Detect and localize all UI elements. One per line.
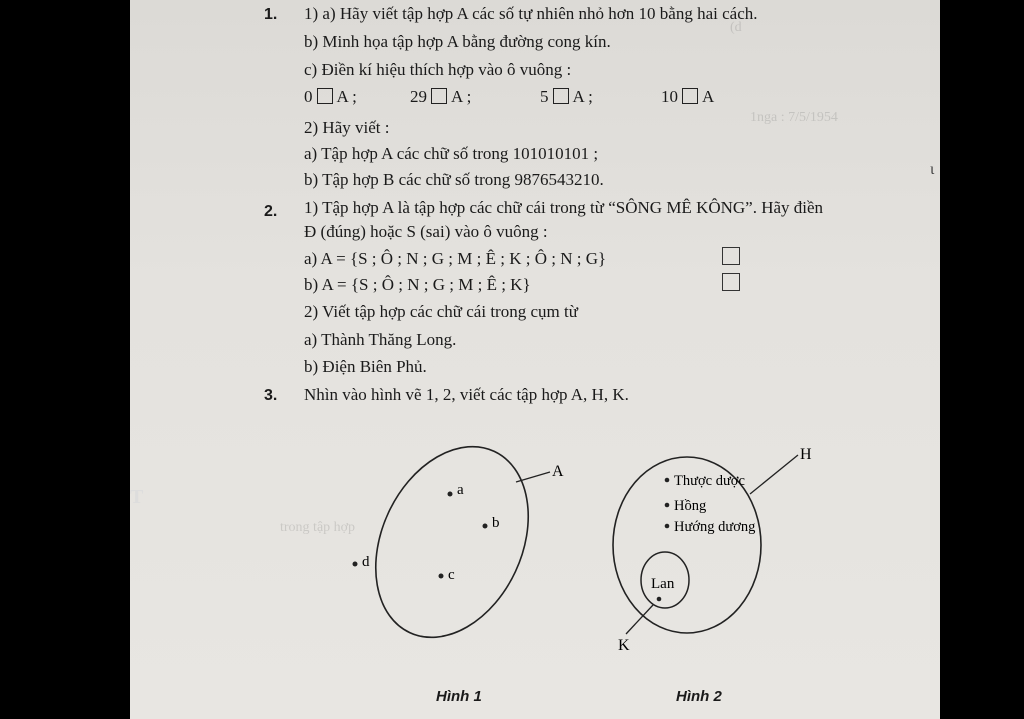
fill-right: A ; (336, 87, 357, 106)
item-dot (665, 503, 670, 508)
right-margin-mark: ɩ (930, 161, 935, 178)
set-a-ellipse (346, 422, 557, 662)
figure-1 (346, 422, 564, 662)
point-c (439, 574, 444, 579)
figure-2-caption: Hình 2 (676, 688, 722, 705)
q1-number: 1. (264, 6, 278, 23)
set-a-pointer (516, 472, 550, 482)
fill-right: A (702, 87, 715, 106)
point-b-label: b (492, 515, 500, 531)
item-dot (665, 524, 670, 529)
q2-line2: Đ (đúng) hoặc S (sai) vào ô vuông : (304, 222, 548, 241)
point-a-label: a (457, 482, 464, 498)
item-label: Hướng dương (674, 519, 756, 535)
q2-option-b: b) A = {S ; Ô ; N ; G ; M ; Ê ; K} (304, 275, 531, 294)
textbook-page: (d 1nga : 7/5/1954 trong tập hợp 1. 1) a) Hãy viết tập hợp A các số tự nhiên nhỏ hơn 10 bằng hai cách. b) Minh họa tập hợp A bằng đường cong kín. c) Điền kí hiệu thích hợp vào ô vuông : 0 A ; 29 A ; 5 A ; 10 A 2) Hãy viết : a) Tập hợp A các chữ số trong 101010101 ; b) Tập hợp B các chữ số trong 9876543210. 2. 1) Tập hợp A là tập hợp các chữ cái trong từ “SÔNG MÊ KÔNG”. Hãy điền Đ (đúng) hoặc S (sai) vào ô vuông : a) A = {S ; Ô ; N ; G ; M ; Ê ; K ; Ô ; N ; G} b) A = {S ; Ô ; N ; G ; M ; Ê ; K} 2) Viết tập hợp các chữ cái trong cụm từ a) Thành Thăng Long. b) Điện Biên Phủ. 3. Nhìn vào hình vẽ 1, 2, viết các tập hợp A, H, K. A a b c d H Thược dược Hồng Hướng dương Lan K Hình 1 Hình 2 ɩ (130, 0, 940, 719)
fill-left: 29 (410, 87, 427, 106)
q2-line1: 1) Tập hợp A là tập hợp các chữ cái trong từ “SÔNG MÊ KÔNG”. Hãy điền (304, 198, 824, 217)
q3-text: Nhìn vào hình vẽ 1, 2, viết các tập hợp A, H, K. (304, 385, 629, 404)
q1-part1c: c) Điền kí hiệu thích hợp vào ô vuông : (304, 60, 572, 79)
q1-part2b: b) Tập hợp B các chữ số trong 9876543210. (304, 170, 604, 189)
set-h-pointer (750, 455, 798, 494)
q3-number: 3. (264, 387, 278, 404)
q1-part2: 2) Hãy viết : (304, 118, 390, 137)
set-a-label: A (552, 463, 564, 480)
figure-2 (613, 446, 812, 654)
point-c-label: c (448, 567, 455, 583)
fill-left: 10 (661, 87, 678, 106)
q2-part2b: b) Điện Biên Phủ. (304, 357, 427, 376)
set-k-pointer (626, 605, 653, 634)
q2-option-a: a) A = {S ; Ô ; N ; G ; M ; Ê ; K ; Ô ; N ; G} (304, 249, 607, 268)
point-a (448, 492, 453, 497)
set-h-label: H (800, 446, 812, 463)
item-dot (665, 478, 670, 483)
fill-right: A ; (451, 87, 472, 106)
fill-right: A ; (572, 87, 593, 106)
set-k-label: K (618, 637, 630, 654)
q1-part1a: 1) a) Hãy viết tập hợp A các số tự nhiên nhỏ hơn 10 bằng hai cách. (304, 4, 758, 23)
q2-part2a: a) Thành Thăng Long. (304, 330, 457, 349)
q1-part2a: a) Tập hợp A các chữ số trong 101010101 ; (304, 144, 599, 163)
point-b (483, 524, 488, 529)
figure-1-caption: Hình 1 (436, 688, 482, 705)
q1-part1b: b) Minh họa tập hợp A bằng đường cong kín. (304, 32, 611, 51)
item-label: Hồng (674, 498, 707, 514)
figures-svg (130, 0, 940, 719)
left-margin-mark: T (130, 486, 144, 508)
q2-number: 2. (264, 203, 278, 220)
q2-part2: 2) Viết tập hợp các chữ cái trong cụm từ (304, 302, 578, 321)
item-label: Thược dược (674, 473, 745, 489)
fill-left: 0 (304, 87, 313, 106)
set-k-dot (657, 597, 662, 602)
set-k-item: Lan (651, 576, 675, 592)
point-d (353, 562, 358, 567)
point-d-label: d (362, 554, 370, 570)
fill-left: 5 (540, 87, 549, 106)
